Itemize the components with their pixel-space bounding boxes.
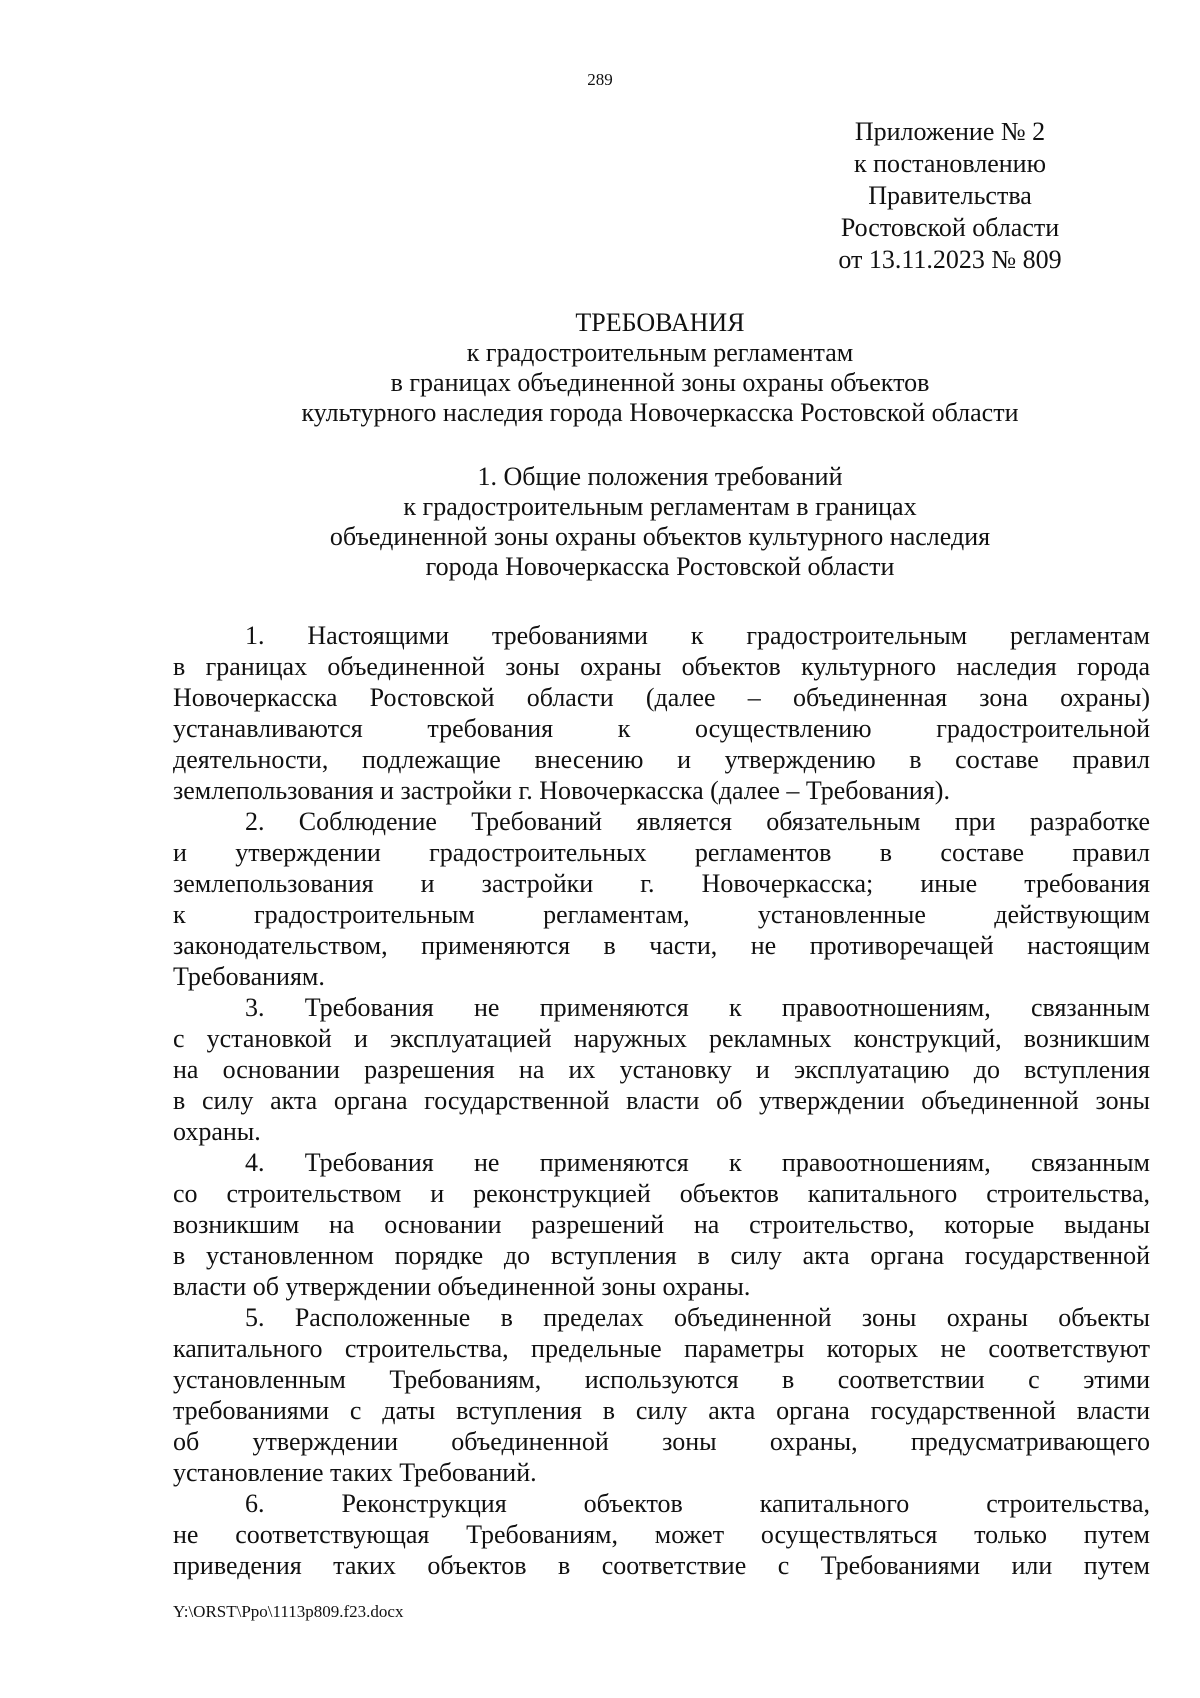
paragraph-line: к градостроительным регламентам, установленные действующим: [173, 900, 1150, 929]
appendix-line: к постановлению: [853, 149, 1047, 178]
title-line: к градостроительным регламентам: [466, 338, 854, 367]
section-heading: [0, 462, 1200, 582]
paragraph-line: в силу акта органа государственной власти об утверждении объединенной зоны: [173, 1086, 1150, 1115]
paragraph-1: [173, 620, 1150, 806]
paragraph-2: [173, 806, 1150, 992]
paragraph-line: землепользования и застройки г. Новочеркасска (далее – Требования).: [173, 776, 950, 805]
body-text: [173, 620, 1150, 1581]
appendix-block: [820, 116, 1080, 276]
paragraph-line: с установкой и эксплуатацией наружных рекламных конструкций, возникшим: [173, 1024, 1150, 1053]
paragraph-line: законодательством, применяются в части, не противоречащей настоящим: [173, 931, 1150, 960]
paragraph-4: [173, 1147, 1150, 1302]
section-heading-line: объединенной зоны охраны объектов культурного наследия: [329, 522, 991, 551]
appendix-line: Ростовской области: [840, 213, 1060, 242]
paragraph-line: 3. Требования не применяются к правоотношениям, связанным: [245, 993, 1150, 1022]
paragraph-line: не соответствующая Требованиям, может осуществляться только путем: [173, 1520, 1150, 1549]
paragraph-line: возникшим на основании разрешений на строительство, которые выданы: [173, 1210, 1150, 1239]
paragraph-line: деятельности, подлежащие внесению и утверждению в составе правил: [173, 745, 1150, 774]
section-heading-line: города Новочеркасска Ростовской области: [425, 552, 895, 581]
paragraph-line: капитального строительства, предельные параметры которых не соответствуют: [173, 1334, 1150, 1363]
paragraph-line: об утверждении объединенной зоны охраны, предусматривающего: [173, 1427, 1150, 1456]
paragraph-line: 6. Реконструкция объектов капитального строительства,: [245, 1489, 1150, 1518]
paragraph-line: 2. Соблюдение Требований является обязательным при разработке: [245, 807, 1150, 836]
paragraph-line: и утверждении градостроительных регламентов в составе правил: [173, 838, 1150, 867]
section-heading-line: к градостроительным регламентам в границах: [403, 492, 917, 521]
document-title: [0, 308, 1200, 428]
paragraph-line: землепользования и застройки г. Новочеркасска; иные требования: [173, 869, 1150, 898]
paragraph-line: в установленном порядке до вступления в силу акта органа государственной: [173, 1241, 1150, 1270]
paragraph-line: власти об утверждении объединенной зоны охраны.: [173, 1272, 751, 1301]
paragraph-3: [173, 992, 1150, 1147]
paragraph-line: 5. Расположенные в пределах объединенной зоны охраны объекты: [245, 1303, 1150, 1332]
appendix-line: Правительства: [868, 181, 1032, 210]
paragraph-line: в границах объединенной зоны охраны объектов культурного наследия города: [173, 652, 1150, 681]
appendix-line: Приложение № 2: [854, 117, 1046, 146]
paragraph-line: на основании разрешения на их установку и эксплуатацию до вступления: [173, 1055, 1150, 1084]
section-heading-line: 1. Общие положения требований: [477, 462, 843, 491]
paragraph-line: со строительством и реконструкцией объектов капитального строительства,: [173, 1179, 1150, 1208]
appendix-line: от 13.11.2023 № 809: [838, 245, 1062, 274]
title-heading: ТРЕБОВАНИЯ: [575, 308, 745, 337]
paragraph-5: [173, 1302, 1150, 1488]
paragraph-line: устанавливаются требования к осуществлению градостроительной: [173, 714, 1150, 743]
paragraph-line: Требованиям.: [173, 962, 325, 991]
paragraph-6: [173, 1488, 1150, 1581]
paragraph-line: 4. Требования не применяются к правоотношениям, связанным: [245, 1148, 1150, 1177]
page-number: 289: [587, 70, 613, 89]
paragraph-line: установленным Требованиям, используются в соответствии с этими: [173, 1365, 1150, 1394]
paragraph-line: установление таких Требований.: [173, 1458, 537, 1487]
paragraph-line: требованиями с даты вступления в силу акта органа государственной власти: [173, 1396, 1150, 1425]
title-line: в границах объединенной зоны охраны объектов: [390, 368, 930, 397]
file-path-footer: Y:\ORST\Ppo\1113p809.f23.docx: [173, 1602, 404, 1621]
paragraph-line: охраны.: [173, 1117, 261, 1146]
title-line: культурного наследия города Новочеркасска Ростовской области: [301, 398, 1019, 427]
paragraph-line: Новочеркасска Ростовской области (далее – объединенная зона охраны): [173, 683, 1150, 712]
paragraph-line: приведения таких объектов в соответствие с Требованиями или путем: [173, 1551, 1150, 1580]
paragraph-line: 1. Настоящими требованиями к градостроительным регламентам: [245, 621, 1150, 650]
